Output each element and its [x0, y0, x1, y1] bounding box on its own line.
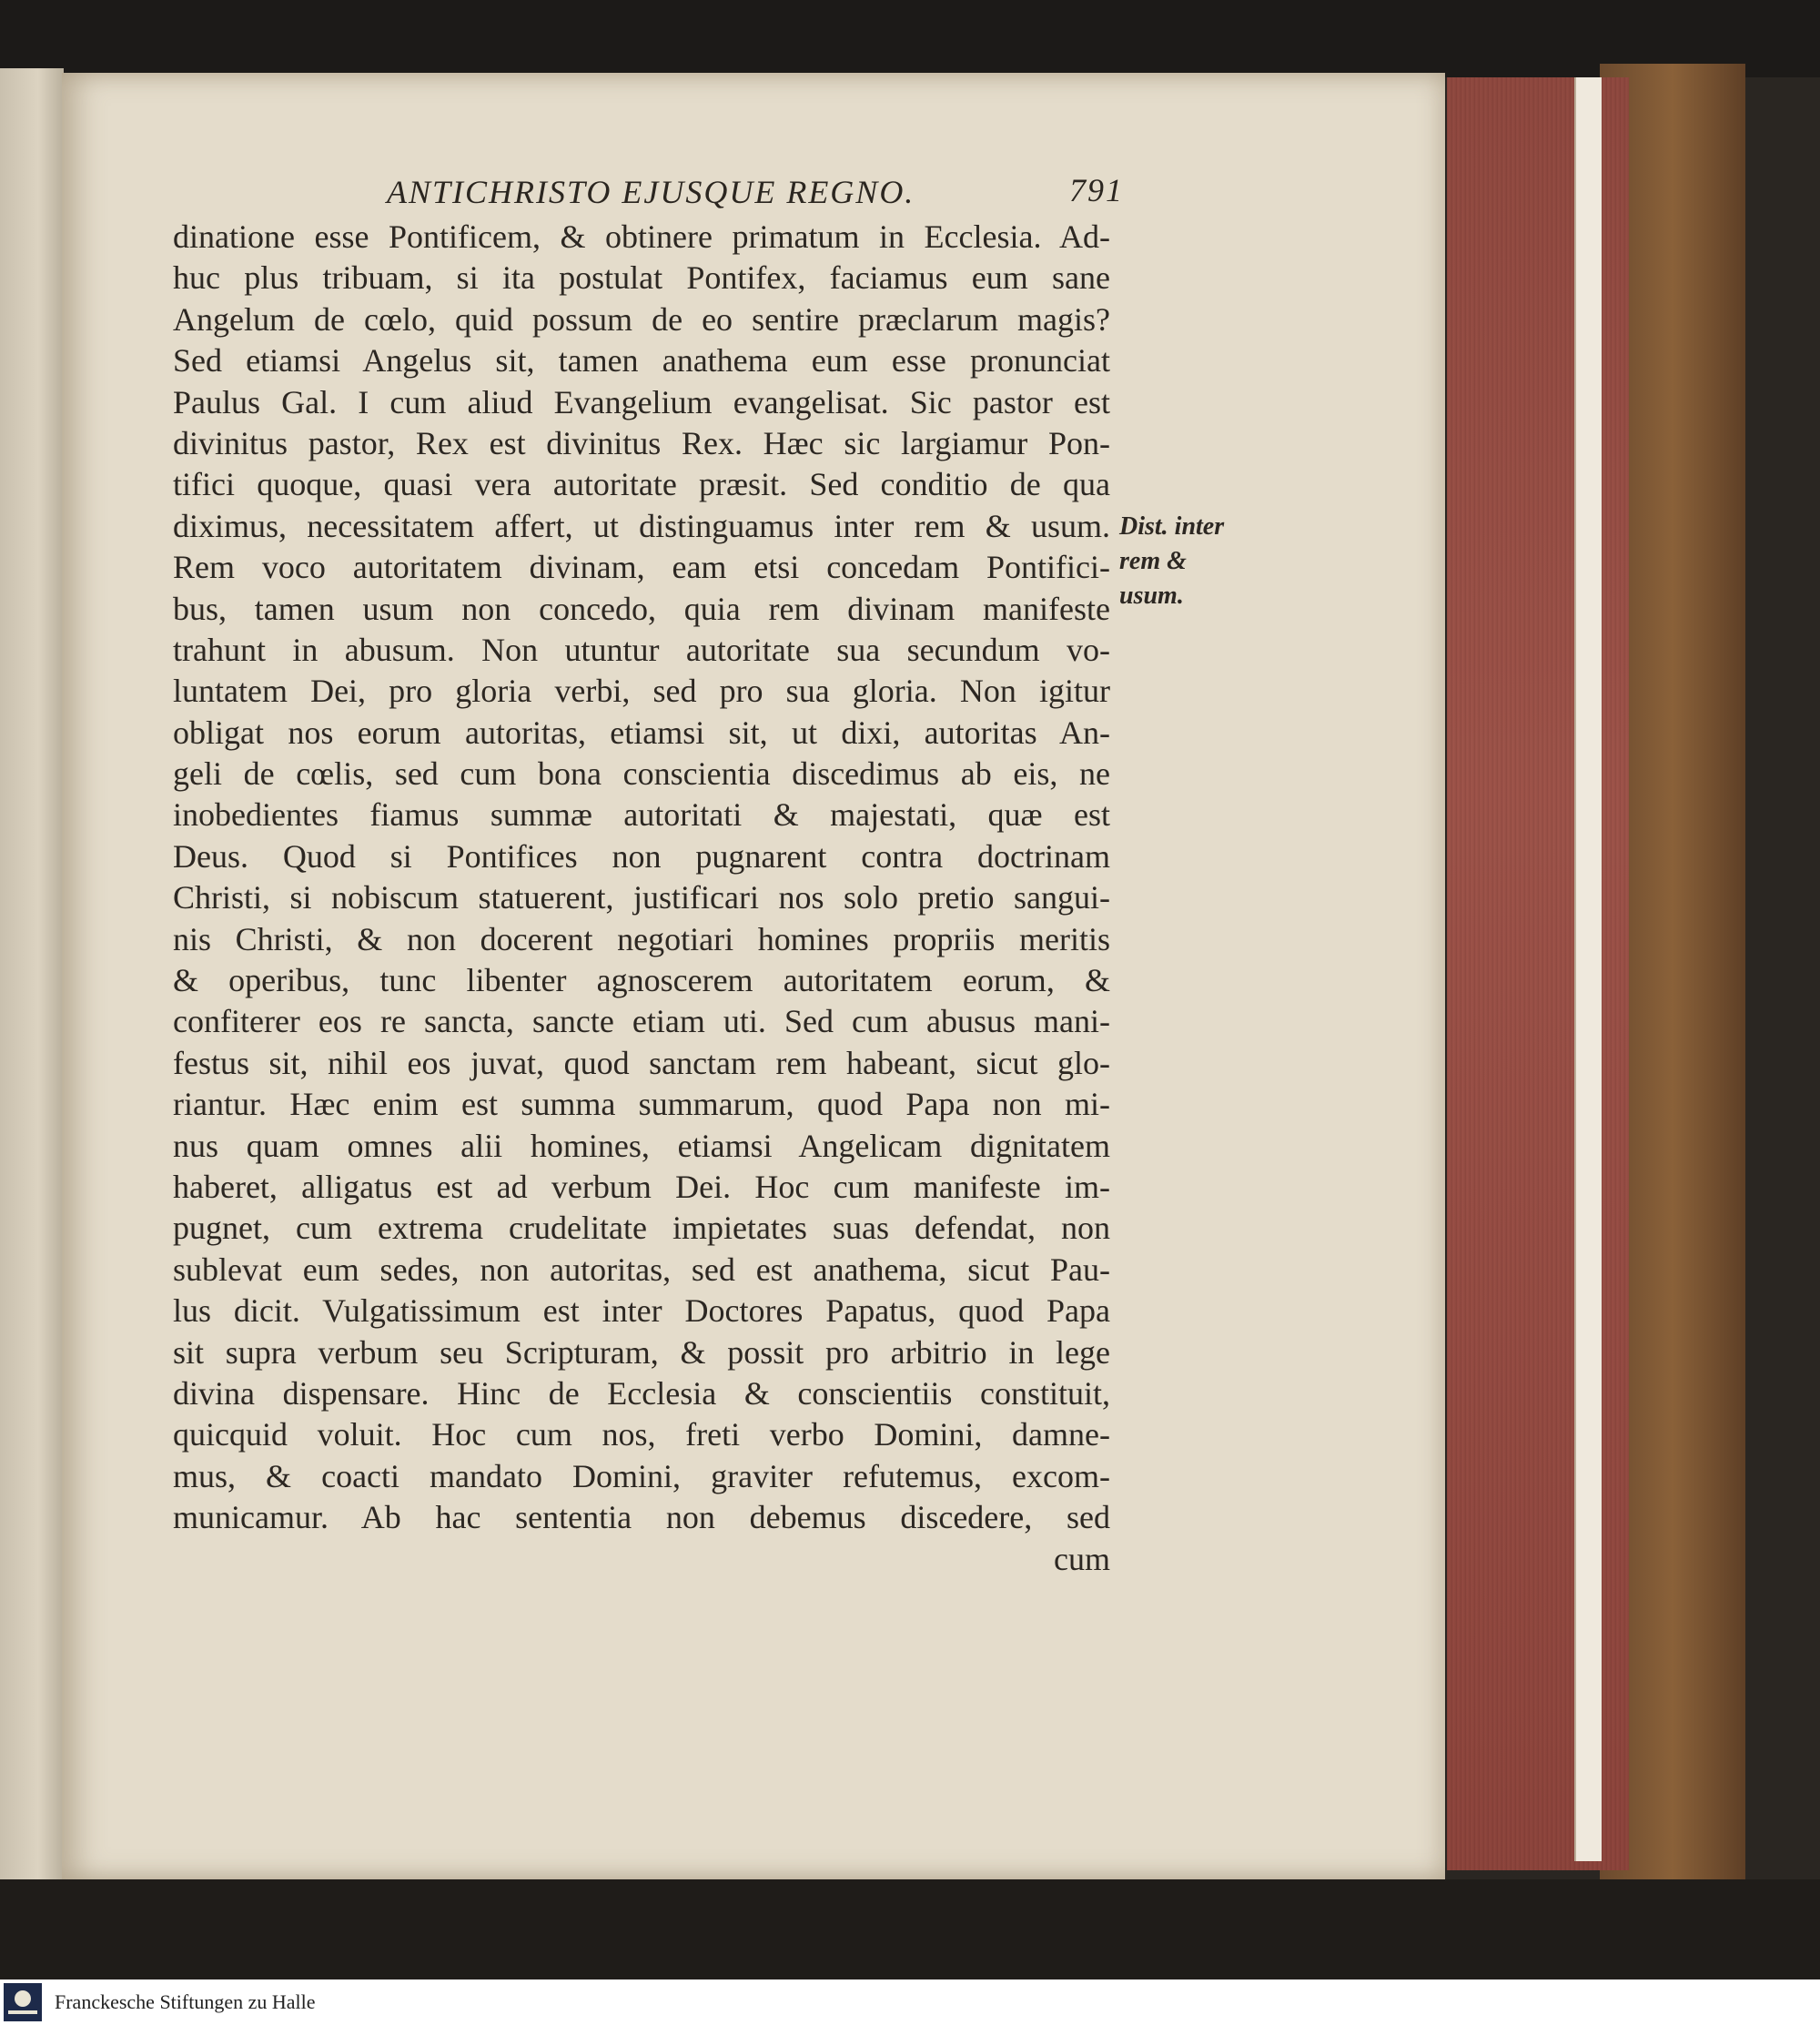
page-fore-edge	[1447, 77, 1629, 1870]
marginal-note	[1119, 510, 1256, 613]
text-line: riantur. Hæc enim est summa summarum, quod Papa non mi-	[173, 1086, 1110, 1123]
text-line: Paulus Gal. I cum aliud Evangelium evangelisat. Sic pastor est	[173, 383, 1110, 420]
footer-bar	[0, 1979, 1820, 2025]
text-line: inobedientes fiamus summæ autoritati & majestati, quæ est	[173, 796, 1110, 834]
text-line: municamur. Ab hac sententia non debemus discedere, sed	[173, 1499, 1110, 1536]
running-title: ANTICHRISTO EJUSQUE REGNO.	[387, 174, 915, 210]
text-line: pugnet, cum extrema crudelitate impietates suas defendat, non	[173, 1210, 1110, 1247]
footer-institution-name: Franckesche Stiftungen zu Halle	[55, 1990, 316, 2013]
text-line: mus, & coacti mandato Domini, graviter refutemus, excom-	[173, 1457, 1110, 1494]
text-line: sublevat eum sedes, non autoritas, sed est anathema, sicut Pau-	[173, 1250, 1110, 1288]
text-line: & operibus, tunc libenter agnoscerem autoritatem eorum, &	[173, 962, 1110, 999]
text-line: Sed etiamsi Angelus sit, tamen anathema eum esse pronunciat	[173, 342, 1110, 380]
text-line: geli de cœlis, sed cum bona conscientia discedimus ab eis, ne	[173, 755, 1110, 793]
facing-page-edge	[0, 68, 64, 1888]
text-line: Angelum de cœlo, quid possum de eo sentire præclarum magis?	[173, 300, 1110, 338]
text-line: huc plus tribuam, si ita postulat Pontifex, faciamus eum sane	[173, 259, 1110, 297]
text-line: sit supra verbum seu Scripturam, & possit pro arbitrio in lege	[173, 1333, 1110, 1371]
text-line: nus quam omnes alii homines, etiamsi Angelicam dignitatem	[173, 1127, 1110, 1164]
text-line: trahunt in abusum. Non utuntur autoritate sua secundum vo-	[173, 631, 1110, 668]
text-line: festus sit, nihil eos juvat, quod sanctam rem habeant, sicut glo-	[173, 1044, 1110, 1081]
body-text	[173, 217, 1110, 1580]
text-line: divinitus pastor, Rex est divinitus Rex. Hæc sic largiamur Pon-	[173, 424, 1110, 461]
text-line: Christi, si nobiscum statuerent, justificari nos solo pretio sangui-	[173, 879, 1110, 916]
text-line: luntatem Dei, pro gloria verbi, sed pro sua gloria. Non igitur	[173, 673, 1110, 710]
text-line: haberet, alligatus est ad verbum Dei. Hoc cum manifeste im-	[173, 1168, 1110, 1205]
text-line: tifici quoque, quasi vera autoritate præsit. Sed conditio de qua	[173, 466, 1110, 503]
page-number: 791	[1069, 172, 1124, 208]
running-header	[387, 164, 1124, 215]
text-line: lus dicit. Vulgatissimum est inter Doctores Papatus, quod Papa	[173, 1292, 1110, 1330]
flyleaf	[1574, 77, 1602, 1861]
institution-logo-icon	[4, 1983, 42, 2021]
text-line: cum	[1054, 1540, 1110, 1577]
background-top	[0, 0, 1820, 77]
text-line: Deus. Quod si Pontifices non pugnarent contra doctrinam	[173, 837, 1110, 875]
text-line: Rem voco autoritatem divinam, eam etsi concedam Pontifici-	[173, 549, 1110, 586]
background-bottom	[0, 1879, 1820, 1979]
marginal-note-line: rem &	[1119, 547, 1187, 575]
marginal-note-line: Dist. inter	[1119, 512, 1225, 541]
text-line: divina dispensare. Hinc de Ecclesia & conscientiis constituit,	[173, 1374, 1110, 1412]
marginal-note-line: usum.	[1119, 582, 1184, 610]
text-line: confiterer eos re sancta, sancte etiam uti. Sed cum abusus mani-	[173, 1003, 1110, 1040]
text-line: bus, tamen usum non concedo, quia rem divinam manifeste	[173, 590, 1110, 627]
text-line: diximus, necessitatem affert, ut distinguamus inter rem & usum.	[173, 507, 1110, 544]
text-line: obligat nos eorum autoritas, etiamsi sit, ut dixi, autoritas An-	[173, 714, 1110, 751]
text-line: nis Christi, & non docerent negotiari homines propriis meritis	[173, 920, 1110, 957]
text-line: quicquid voluit. Hoc cum nos, freti verbo Domini, damne-	[173, 1416, 1110, 1453]
text-line: dinatione esse Pontificem, & obtinere primatum in Ecclesia. Ad-	[173, 218, 1110, 255]
